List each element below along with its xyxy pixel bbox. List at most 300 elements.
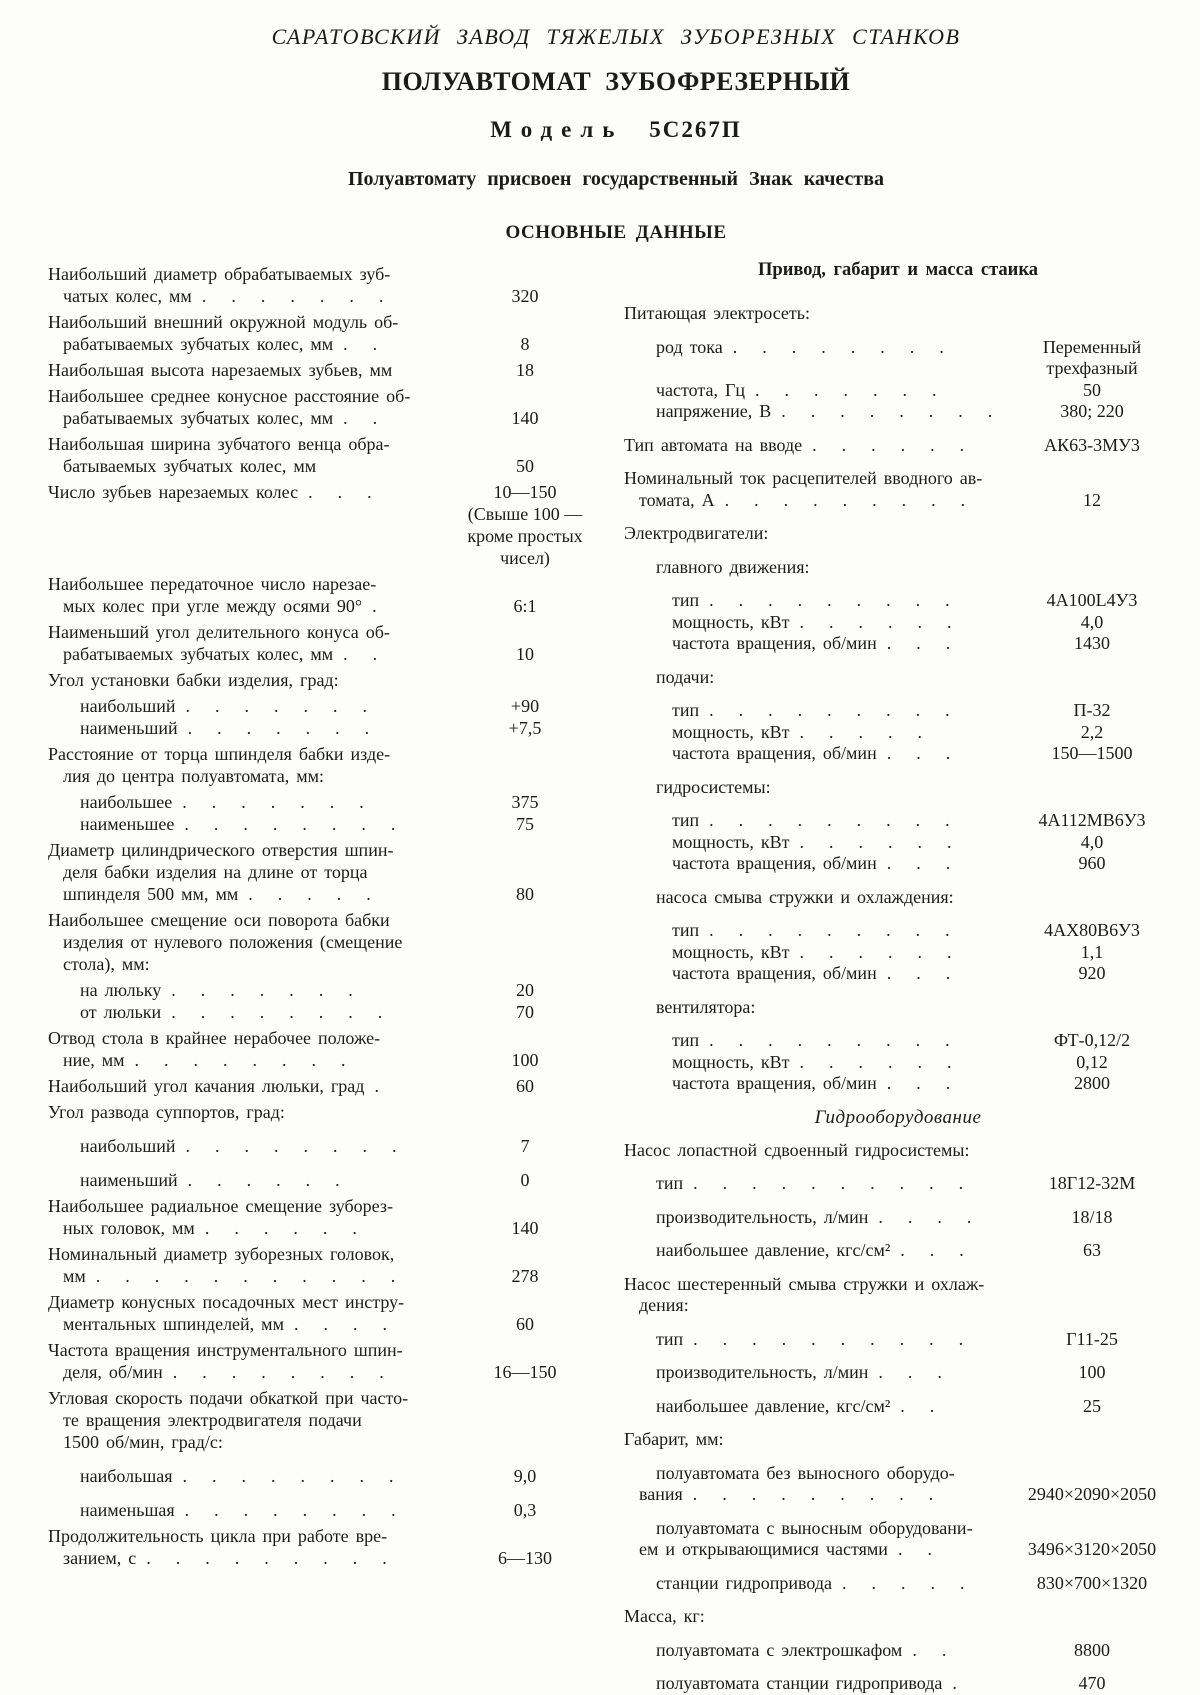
spec-label-line: Наибольшая высота нарезаемых зубьев, мм: [48, 360, 393, 380]
spec-label-line: томата, А . . . . . . . . .: [639, 489, 966, 510]
spec-label: [624, 1207, 1012, 1229]
spec-label: [624, 920, 1012, 942]
spec-row: [48, 1243, 588, 1287]
dot-leader: . .: [343, 644, 378, 664]
spec-value: [1012, 1539, 1172, 1561]
spec-value-line: Г11-25: [1066, 1328, 1118, 1349]
spec-value: [462, 333, 588, 355]
spec-label-line: занием, с . . . . . . . . .: [63, 1548, 387, 1568]
spec-value: [1012, 722, 1172, 744]
dot-leader: . . . . . . . .: [184, 1500, 396, 1520]
spec-label-line: подачи:: [656, 666, 715, 687]
spec-label: [48, 1339, 462, 1383]
spec-value: [462, 1217, 588, 1239]
spec-label: [624, 832, 1012, 854]
spec-value-line: 960: [1078, 853, 1106, 873]
spec-label: [624, 590, 1012, 612]
spec-value: [462, 1361, 588, 1383]
spec-value: [462, 791, 588, 813]
spec-value: [1012, 1173, 1172, 1195]
spec-label-line: полуавтомата станции гидропривода .: [656, 1673, 957, 1693]
spec-label-line: напряжение, В . . . . . . . .: [656, 401, 993, 421]
spec-label: [48, 1195, 462, 1239]
spec-label-line: рабатываемых зубчатых колес, мм . .: [63, 644, 378, 664]
spec-row: [624, 777, 1172, 799]
spec-label-line: тип . . . . . . . . . .: [656, 1328, 964, 1349]
spec-label-line: стола), мм:: [63, 954, 150, 974]
spec-row: [624, 337, 1172, 380]
spec-row: [48, 717, 588, 739]
spec-row: [48, 1101, 588, 1123]
spec-label: [48, 791, 462, 813]
spec-label: [48, 1525, 462, 1569]
dot-leader: . . . . . . .: [201, 286, 384, 306]
spec-value: [1012, 1396, 1172, 1418]
spec-label-line: на люльку . . . . . . .: [80, 980, 353, 1000]
dot-leader: .: [374, 1076, 379, 1096]
dot-leader: . . .: [886, 633, 951, 653]
spec-label: [624, 1240, 1012, 1262]
spec-label-line: Отвод стола в крайнее нерабочее положе-: [48, 1028, 381, 1048]
dot-leader: . . .: [878, 1362, 942, 1382]
spec-value: [1012, 963, 1172, 985]
spec-value: [1012, 853, 1172, 875]
spec-value: [1012, 1240, 1172, 1262]
spec-label: [624, 667, 1172, 689]
spec-label-line: Наибольшее смещение оси поворота бабки: [48, 910, 390, 930]
dot-leader: .: [372, 596, 377, 616]
spec-row: [624, 1606, 1172, 1628]
spec-value-line: 470: [1078, 1673, 1106, 1693]
spec-value-line: 70: [516, 1002, 534, 1022]
spec-value-line: 320: [511, 286, 539, 306]
spec-label-line: ние, мм . . . . . . . .: [63, 1050, 346, 1070]
spec-label: [48, 1465, 462, 1487]
spec-row: [48, 813, 588, 835]
dot-leader: . . .: [308, 482, 372, 502]
dot-leader: . . . . . . . . . .: [693, 1173, 964, 1193]
spec-label-line: наибольший . . . . . . .: [80, 696, 367, 716]
spec-value-line: 4А100L4У3: [1046, 590, 1138, 610]
spec-label-line: наибольшее давление, кгс/см² . .: [656, 1395, 935, 1416]
spec-value: [462, 407, 588, 429]
spec-value-line: 4,0: [1080, 831, 1104, 852]
spec-row: [624, 1429, 1172, 1451]
spec-value-line: 100: [1078, 1362, 1106, 1382]
spec-label-line: частота вращения, об/мин . . .: [672, 633, 951, 653]
spec-label: [624, 722, 1012, 744]
spec-row: [624, 633, 1172, 655]
dot-leader: . .: [343, 334, 378, 354]
spec-value-line: 278: [511, 1266, 539, 1286]
spec-value: [462, 643, 588, 665]
dot-leader: . . . . . . . .: [171, 1002, 383, 1022]
spec-label: [624, 523, 1172, 545]
spec-row: [48, 1135, 588, 1157]
dot-leader: . .: [343, 408, 378, 428]
spec-value-line: Переменный: [1042, 336, 1142, 357]
spec-value: [1012, 1207, 1172, 1229]
spec-label: [48, 1243, 462, 1287]
spec-label: [624, 401, 1012, 423]
spec-value-line: 2940×2090×2050: [1027, 1484, 1157, 1504]
spec-label-line: Продолжительность цикла при работе вре-: [48, 1526, 388, 1546]
dot-leader: . . . . . .: [187, 1170, 340, 1190]
spec-label-line: чатых колес, мм . . . . . . .: [63, 286, 384, 306]
spec-label-line: мощность, кВт . . . . . .: [672, 941, 952, 962]
spec-label-line: полуавтомата с электрошкафом . .: [656, 1639, 947, 1660]
spec-value-line: 25: [1083, 1395, 1101, 1416]
spec-label-line: тип . . . . . . . . . .: [656, 1173, 964, 1193]
spec-row: [48, 909, 588, 975]
spec-label: [48, 1101, 588, 1123]
spec-value-line: 100: [511, 1050, 539, 1070]
spec-row: [48, 1001, 588, 1023]
spec-value: [1012, 942, 1172, 964]
spec-label-line: мм . . . . . . . . . . .: [63, 1266, 396, 1286]
spec-row: [624, 1573, 1172, 1595]
spec-label-line: мощность, кВт . . . . . .: [672, 831, 952, 852]
spec-label: [624, 633, 1012, 655]
spec-row: [624, 853, 1172, 875]
spec-value-line: 1430: [1074, 633, 1110, 653]
spec-label-line: шпинделя 500 мм, мм . . . . .: [63, 884, 371, 904]
spec-label-line: частота вращения, об/мин . . .: [672, 743, 951, 763]
factory-name-line: САРАТОВСКИЙ ЗАВОД ТЯЖЕЛЫХ ЗУБОРЕЗНЫХ СТАНКОВ: [271, 24, 961, 49]
spec-label: [48, 1169, 462, 1191]
spec-label: [48, 311, 462, 355]
spec-label: [48, 1291, 462, 1335]
spec-label: [48, 263, 462, 307]
spec-label: [48, 669, 588, 691]
spec-row: [48, 1291, 588, 1335]
spec-value-line: 0,3: [513, 1500, 537, 1520]
spec-label: [48, 743, 588, 787]
spec-value-line: 140: [511, 1218, 539, 1238]
spec-label: [624, 337, 1012, 359]
spec-label-line: лия до центра полуавтомата, мм:: [63, 766, 324, 786]
spec-label-line: тип . . . . . . . . .: [672, 920, 950, 940]
spec-row: [624, 1396, 1172, 1418]
spec-label: [48, 979, 462, 1001]
spec-value-line: 2,2: [1080, 721, 1104, 742]
spec-label: [624, 810, 1012, 832]
spec-value-line: 75: [516, 814, 534, 834]
spec-row: [624, 667, 1172, 689]
spec-row: [624, 523, 1172, 545]
spec-value-line: 140: [511, 408, 539, 428]
spec-value: [462, 1547, 588, 1569]
spec-row: [624, 1673, 1172, 1695]
spec-label-line: частота вращения, об/мин . . .: [672, 963, 951, 983]
spec-label-line: частота вращения, об/мин . . .: [672, 1073, 951, 1093]
spec-label-line: наименьший . . . . . .: [80, 1170, 340, 1190]
spec-value: [1012, 1329, 1172, 1351]
spec-value-line: 4А112МВ6У3: [1038, 810, 1146, 830]
spec-label: [624, 1606, 1172, 1628]
spec-value-line: 6:1: [513, 596, 537, 616]
spec-value-line: 63: [1083, 1240, 1101, 1260]
dot-leader: . . . . . .: [799, 941, 952, 962]
spec-label-line: 1500 об/мин, град/с:: [63, 1432, 223, 1452]
spec-value-line: 1,1: [1080, 941, 1104, 962]
spec-label: [48, 1499, 462, 1521]
spec-value-line: 18Г12-32М: [1048, 1173, 1136, 1193]
spec-row: [48, 1499, 588, 1521]
spec-value: [462, 1313, 588, 1335]
spec-label: [624, 1429, 1172, 1451]
spec-label-line: наибольшая . . . . . . . .: [80, 1466, 394, 1486]
spec-label: [624, 1362, 1012, 1384]
spec-row: [624, 590, 1172, 612]
spec-label: [624, 1073, 1012, 1095]
spec-value-line: 3496×3120×2050: [1027, 1539, 1157, 1559]
spec-value-line: 60: [516, 1076, 534, 1096]
spec-label-line: Расстояние от торца шпинделя бабки изде-: [48, 744, 391, 764]
spec-label: [48, 1075, 462, 1097]
spec-label-line: Наибольший угол качания люльки, град .: [48, 1076, 379, 1096]
spec-value: [1012, 1073, 1172, 1095]
spec-label: [624, 1573, 1012, 1595]
spec-label: [48, 695, 462, 717]
spec-row: [624, 1240, 1172, 1262]
spec-label: [624, 887, 1172, 909]
spec-label: [624, 612, 1012, 634]
spec-label-line: наименьшее . . . . . . . .: [80, 814, 396, 834]
spec-value-line: 12: [1083, 489, 1101, 510]
spec-row: [624, 810, 1172, 832]
spec-value: [1012, 743, 1172, 765]
dot-leader: . . . . . . . . .: [709, 810, 950, 830]
spec-row: [48, 481, 588, 569]
spec-label-line: вентилятора:: [656, 996, 756, 1017]
spec-value: [1012, 612, 1172, 634]
spec-row: [48, 1169, 588, 1191]
spec-label: [48, 717, 462, 739]
spec-value-line: трехфазный: [1046, 358, 1138, 378]
spec-label: [48, 433, 462, 477]
spec-row: [624, 887, 1172, 909]
spec-value-line: 8800: [1074, 1639, 1110, 1660]
dot-leader: . . . .: [293, 1314, 387, 1334]
spec-label-line: тип . . . . . . . . .: [672, 810, 950, 830]
spec-value: [1012, 700, 1172, 722]
spec-label: [624, 435, 1012, 457]
spec-value: [462, 1499, 588, 1521]
spec-value: [462, 455, 588, 477]
model-line: [48, 117, 1170, 143]
spec-row: [48, 263, 588, 307]
hydro-section-heading: Гидрооборудование: [814, 1106, 982, 1128]
spec-value: [1012, 401, 1172, 423]
spec-value: [462, 1135, 588, 1157]
machine-title: ПОЛУАВТОМАТ ЗУБОФРЕЗЕРНЫЙ: [381, 67, 851, 96]
spec-row: [624, 468, 1172, 511]
spec-value: [462, 1265, 588, 1287]
spec-value-line: чисел): [500, 548, 550, 568]
spec-label-line: род тока . . . . . . . .: [656, 336, 944, 357]
right-section-heading: Привод, габарит и масса стаика: [758, 260, 1038, 280]
spec-value-line: 6—130: [498, 1548, 552, 1568]
spec-label: [48, 1135, 462, 1157]
spec-label-line: Угловая скорость подачи обкаткой при часто-: [48, 1388, 409, 1408]
spec-row: [48, 1387, 588, 1453]
spec-label-line: Наибольшая ширина зубчатого венца обра-: [48, 434, 390, 454]
spec-value-line: 50: [1083, 379, 1101, 400]
dot-leader: . . . . . .: [204, 1218, 357, 1238]
spec-row: [624, 1140, 1172, 1162]
spec-label: [624, 1396, 1012, 1418]
dot-leader: . . . . . . . . .: [146, 1548, 387, 1568]
dot-leader: . . . . .: [248, 884, 371, 904]
spec-value-line: 10: [516, 644, 534, 664]
spec-label-line: тип . . . . . . . . .: [672, 590, 950, 610]
spec-row: [48, 385, 588, 429]
spec-label-line: Наибольшее радиальное смещение зуборез-: [48, 1196, 393, 1216]
spec-row: [624, 1329, 1172, 1351]
spec-value: [1012, 590, 1172, 612]
spec-label: [624, 743, 1012, 765]
quality-mark-line: Полуавтомату присвоен государственный Знак качества: [347, 168, 885, 190]
spec-label: [624, 700, 1012, 722]
spec-value-line: 7: [520, 1136, 530, 1156]
spec-label-line: производительность, л/мин . . . .: [656, 1206, 972, 1227]
spec-label-line: Насос шестеренный смыва стружки и охлаж-: [624, 1273, 985, 1294]
spec-label-line: гидросистемы:: [656, 776, 771, 797]
spec-value: [1012, 1484, 1172, 1506]
dot-leader: . . .: [886, 963, 951, 983]
spec-value: [1012, 435, 1172, 457]
spec-label: [624, 1329, 1012, 1351]
spec-label-line: Наименьший угол делительного конуса об-: [48, 622, 390, 642]
spec-label-line: Число зубьев нарезаемых колес . . .: [48, 482, 372, 502]
spec-label: [624, 942, 1012, 964]
spec-value-line: 0,12: [1076, 1051, 1108, 1072]
spec-label-line: Диаметр цилиндрического отверстия шпин-: [48, 840, 394, 860]
spec-value-line: +90: [510, 696, 540, 716]
spec-label-line: ем и открывающимися частями . .: [639, 1539, 932, 1559]
spec-label: [624, 1673, 1012, 1695]
spec-value: [462, 695, 588, 717]
spec-value-line: 60: [516, 1314, 534, 1334]
spec-label-line: Угол развода суппортов, град:: [48, 1102, 285, 1122]
spec-row: [624, 743, 1172, 765]
spec-row: [624, 1207, 1172, 1229]
dot-leader: . . . . . . . . .: [709, 920, 950, 940]
spec-label: [48, 839, 462, 905]
dot-leader: . . . . . . . . .: [692, 1484, 934, 1504]
spec-label-line: Питающая электросеть:: [624, 303, 810, 323]
spec-row: [48, 1075, 588, 1097]
dot-leader: . . . . . . .: [187, 718, 370, 738]
spec-label-line: от люльки . . . . . . . .: [80, 1002, 383, 1022]
dot-leader: . . . . .: [842, 1572, 965, 1593]
spec-row: [48, 573, 588, 617]
spec-label: [48, 385, 462, 429]
dot-leader: . . . . . . . .: [182, 1466, 394, 1486]
spec-row: [624, 1274, 1172, 1317]
dot-leader: . . .: [886, 853, 951, 873]
spec-row: [624, 1518, 1172, 1561]
specs-right-column: [624, 259, 1172, 1695]
dot-leader: . . . . . . .: [171, 980, 353, 1000]
spec-row: [48, 1195, 588, 1239]
spec-label-line: Наибольший диаметр обрабатываемых зуб-: [48, 264, 391, 284]
dot-leader: . . . . . . .: [182, 792, 364, 812]
spec-value: [1012, 1673, 1172, 1695]
specs-left-column: [48, 259, 588, 1695]
spec-value-line: 80: [516, 884, 534, 904]
dot-leader: . . . . . .: [812, 434, 965, 455]
spec-row: [48, 1027, 588, 1071]
spec-row: [48, 433, 588, 477]
spec-label-line: главного движения:: [656, 556, 810, 577]
dot-leader: . .: [897, 1539, 932, 1559]
spec-value-line: (Свыше 100 —: [467, 504, 583, 524]
spec-row: [624, 1640, 1172, 1662]
dot-leader: . . . . . . . .: [732, 336, 944, 357]
spec-label: [624, 1640, 1012, 1662]
spec-label-line: станции гидропривода . . . . .: [656, 1572, 965, 1593]
spec-label-line: Номинальный ток расцепителей вводного ав-: [624, 468, 983, 488]
spec-label: [624, 1030, 1012, 1052]
spec-label-line: ных головок, мм . . . . . .: [63, 1218, 357, 1238]
spec-value: [1012, 920, 1172, 942]
spec-label-line: вания . . . . . . . . .: [639, 1484, 934, 1504]
spec-value: [462, 717, 588, 739]
spec-label-line: Наибольший внешний окружной модуль об-: [48, 312, 399, 332]
spec-row: [48, 1465, 588, 1487]
spec-label: [624, 997, 1172, 1019]
dot-leader: . . . . . . . .: [185, 1136, 397, 1156]
spec-value: [1012, 810, 1172, 832]
spec-row: [48, 979, 588, 1001]
spec-value-line: кроме простых: [467, 526, 583, 546]
dot-leader: . . . . . . . .: [172, 1362, 384, 1382]
spec-value-line: ФТ-0,12/2: [1053, 1030, 1131, 1050]
spec-row: [624, 1463, 1172, 1506]
spec-value-line: 375: [511, 792, 539, 812]
spec-label: [624, 557, 1172, 579]
spec-label: [624, 963, 1012, 985]
spec-label-line: мых колес при угле между осями 90° .: [63, 596, 377, 616]
dot-leader: . . . . . . . . . .: [693, 1328, 964, 1349]
main-data-heading: ОСНОВНЫЕ ДАННЫЕ: [505, 222, 727, 243]
spec-label-line: тип . . . . . . . . .: [672, 1030, 950, 1050]
spec-label-line: дения:: [639, 1295, 689, 1315]
spec-label-line: частота, Гц . . . . . . .: [656, 379, 937, 400]
dot-leader: . . .: [900, 1240, 964, 1260]
spec-label: [48, 1027, 462, 1071]
spec-label-line: полуавтомата без выносного оборудо-: [656, 1462, 955, 1483]
spec-label: [48, 1387, 588, 1453]
spec-value: [1012, 1640, 1172, 1662]
spec-label: [624, 777, 1172, 799]
spec-row: [624, 1052, 1172, 1074]
dot-leader: . . . . . . . .: [184, 814, 396, 834]
spec-row: [624, 997, 1172, 1019]
dot-leader: . . . . . .: [799, 611, 952, 632]
spec-value-line: 2800: [1074, 1073, 1110, 1093]
spec-row: [624, 401, 1172, 423]
spec-row: [48, 839, 588, 905]
spec-label-line: полуавтомата с выносным оборудовани-: [656, 1517, 973, 1538]
spec-value-line: 920: [1078, 963, 1106, 983]
spec-label-line: насоса смыва стружки и охлаждения:: [656, 886, 954, 907]
dot-leader: . . . . . . . .: [134, 1050, 346, 1070]
spec-value: [462, 1001, 588, 1023]
spec-row: [48, 1525, 588, 1569]
